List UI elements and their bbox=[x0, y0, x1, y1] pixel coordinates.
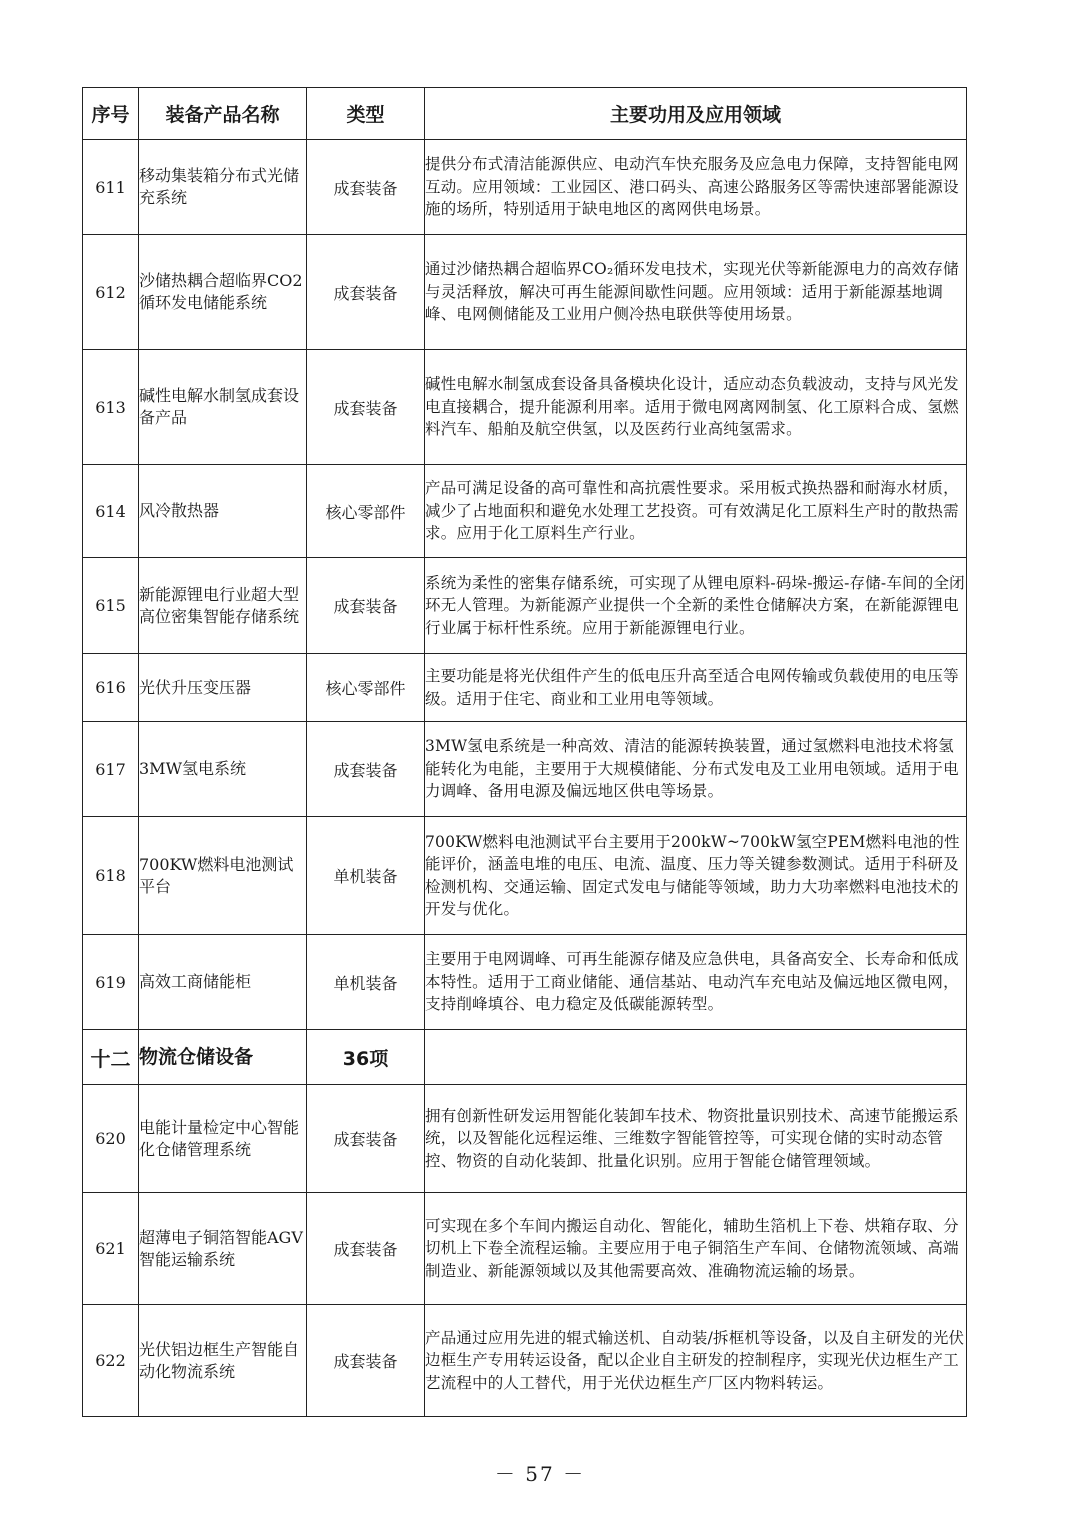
table-header-row bbox=[83, 88, 967, 140]
row-desc: 产品通过应用先进的辊式输送机、自动装/拆框机等设备，以及自主研发的光伏边框生产专用转运设备，配以企业自主研发的控制程序，实现光伏边框生产工艺流程中的人工替代，用于光伏边框生产厂区内物料转运。 bbox=[425, 1305, 967, 1417]
row-no: 614 bbox=[83, 465, 139, 558]
table-row bbox=[83, 722, 967, 817]
row-name: 风冷散热器 bbox=[139, 465, 307, 558]
header-no: 序号 bbox=[83, 88, 139, 140]
row-type: 单机装备 bbox=[307, 817, 425, 935]
row-desc: 系统为柔性的密集存储系统，可实现了从锂电原料-码垛-搬运-存储-车间的全闭环无人管理。为新能源产业提供一个全新的柔性仓储解决方案，在新能源锂电行业属于标杆性系统。应用于新能源锂电行业。 bbox=[425, 558, 967, 654]
row-type: 成套装备 bbox=[307, 722, 425, 817]
table-row bbox=[83, 140, 967, 235]
row-desc: 拥有创新性研发运用智能化装卸车技术、物资批量识别技术、高速节能搬运系统，以及智能化远程运维、三维数字智能管控等，可实现仓储的实时动态管控、物资的自动化装卸、批量化识别。应用于智能仓储管理领域。 bbox=[425, 1085, 967, 1193]
row-type: 成套装备 bbox=[307, 558, 425, 654]
row-no: 613 bbox=[83, 350, 139, 465]
catalog-table bbox=[82, 87, 967, 1417]
row-name: 移动集装箱分布式光储充系统 bbox=[139, 140, 307, 235]
row-type: 成套装备 bbox=[307, 235, 425, 350]
table-row bbox=[83, 1305, 967, 1417]
table-row bbox=[83, 350, 967, 465]
section-count: 36项 bbox=[307, 1030, 425, 1085]
row-desc: 提供分布式清洁能源供应、电动汽车快充服务及应急电力保障，支持智能电网互动。应用领域：工业园区、港口码头、高速公路服务区等需快速部署能源设施的场所，特别适用于缺电地区的离网供电场景。 bbox=[425, 140, 967, 235]
row-type: 核心零部件 bbox=[307, 465, 425, 558]
row-desc: 通过沙储热耦合超临界CO₂循环发电技术，实现光伏等新能源电力的高效存储与灵活释放，解决可再生能源间歇性问题。应用领域：适用于新能源基地调峰、电网侧储能及工业用户侧冷热电联供等使用场景。 bbox=[425, 235, 967, 350]
page-number: － 57 － bbox=[494, 1462, 586, 1486]
row-type: 成套装备 bbox=[307, 1085, 425, 1193]
table-row bbox=[83, 235, 967, 350]
row-name: 沙储热耦合超临界CO2循环发电储能系统 bbox=[139, 235, 307, 350]
row-desc: 产品可满足设备的高可靠性和高抗震性要求。采用板式换热器和耐海水材质，减少了占地面积和避免水处理工艺投资。可有效满足化工原料生产时的散热需求。应用于化工原料生产行业。 bbox=[425, 465, 967, 558]
section-number: 十二 bbox=[83, 1030, 139, 1085]
row-type: 成套装备 bbox=[307, 350, 425, 465]
table-row bbox=[83, 1085, 967, 1193]
header-type: 类型 bbox=[307, 88, 425, 140]
row-no: 611 bbox=[83, 140, 139, 235]
row-no: 620 bbox=[83, 1085, 139, 1193]
row-type: 单机装备 bbox=[307, 935, 425, 1030]
table-row bbox=[83, 935, 967, 1030]
row-no: 615 bbox=[83, 558, 139, 654]
row-type: 核心零部件 bbox=[307, 654, 425, 722]
row-no: 617 bbox=[83, 722, 139, 817]
row-name: 超薄电子铜箔智能AGV智能运输系统 bbox=[139, 1193, 307, 1305]
table-row bbox=[83, 465, 967, 558]
section-empty-cell bbox=[425, 1030, 967, 1085]
header-desc: 主要功用及应用领域 bbox=[425, 88, 967, 140]
section-row bbox=[83, 1030, 967, 1085]
row-no: 622 bbox=[83, 1305, 139, 1417]
row-name: 碱性电解水制氢成套设备产品 bbox=[139, 350, 307, 465]
row-desc: 700KW燃料电池测试平台主要用于200kW~700kW氢空PEM燃料电池的性能评价，涵盖电堆的电压、电流、温度、压力等关键参数测试。适用于科研及检测机构、交通运输、固定式发电与储能等领域，助力大功率燃料电池技术的开发与优化。 bbox=[425, 817, 967, 935]
row-no: 618 bbox=[83, 817, 139, 935]
section-title: 物流仓储设备 bbox=[139, 1030, 307, 1085]
header-name: 装备产品名称 bbox=[139, 88, 307, 140]
row-type: 成套装备 bbox=[307, 1193, 425, 1305]
table-row bbox=[83, 654, 967, 722]
row-name: 700KW燃料电池测试平台 bbox=[139, 817, 307, 935]
row-desc: 主要用于电网调峰、可再生能源存储及应急供电，具备高安全、长寿命和低成本特性。适用于工商业储能、通信基站、电动汽车充电站及偏远地区微电网，支持削峰填谷、电力稳定及低碳能源转型。 bbox=[425, 935, 967, 1030]
row-no: 619 bbox=[83, 935, 139, 1030]
row-name: 电能计量检定中心智能化仓储管理系统 bbox=[139, 1085, 307, 1193]
table-row bbox=[83, 817, 967, 935]
table-row bbox=[83, 558, 967, 654]
row-no: 616 bbox=[83, 654, 139, 722]
row-desc: 3MW氢电系统是一种高效、清洁的能源转换装置，通过氢燃料电池技术将氢能转化为电能，主要用于大规模储能、分布式发电及工业用电领域。适用于电力调峰、备用电源及偏远地区供电等场景。 bbox=[425, 722, 967, 817]
table-row bbox=[83, 1193, 967, 1305]
row-desc: 主要功能是将光伏组件产生的低电压升高至适合电网传输或负载使用的电压等级。适用于住宅、商业和工业用电等领域。 bbox=[425, 654, 967, 722]
row-type: 成套装备 bbox=[307, 140, 425, 235]
row-desc: 可实现在多个车间内搬运自动化、智能化，辅助生箔机上下卷、烘箱存取、分切机上下卷全流程运输。主要应用于电子铜箔生产车间、仓储物流领域、高端制造业、新能源领域以及其他需要高效、准确物流运输的场景。 bbox=[425, 1193, 967, 1305]
row-type: 成套装备 bbox=[307, 1305, 425, 1417]
row-name: 3MW氢电系统 bbox=[139, 722, 307, 817]
row-no: 621 bbox=[83, 1193, 139, 1305]
row-no: 612 bbox=[83, 235, 139, 350]
row-name: 光伏铝边框生产智能自动化物流系统 bbox=[139, 1305, 307, 1417]
row-name: 光伏升压变压器 bbox=[139, 654, 307, 722]
row-name: 新能源锂电行业超大型高位密集智能存储系统 bbox=[139, 558, 307, 654]
row-name: 高效工商储能柜 bbox=[139, 935, 307, 1030]
row-desc: 碱性电解水制氢成套设备具备模块化设计，适应动态负载波动，支持与风光发电直接耦合，提升能源利用率。适用于微电网离网制氢、化工原料合成、氢燃料汽车、船舶及航空供氢，以及医药行业高纯氢需求。 bbox=[425, 350, 967, 465]
